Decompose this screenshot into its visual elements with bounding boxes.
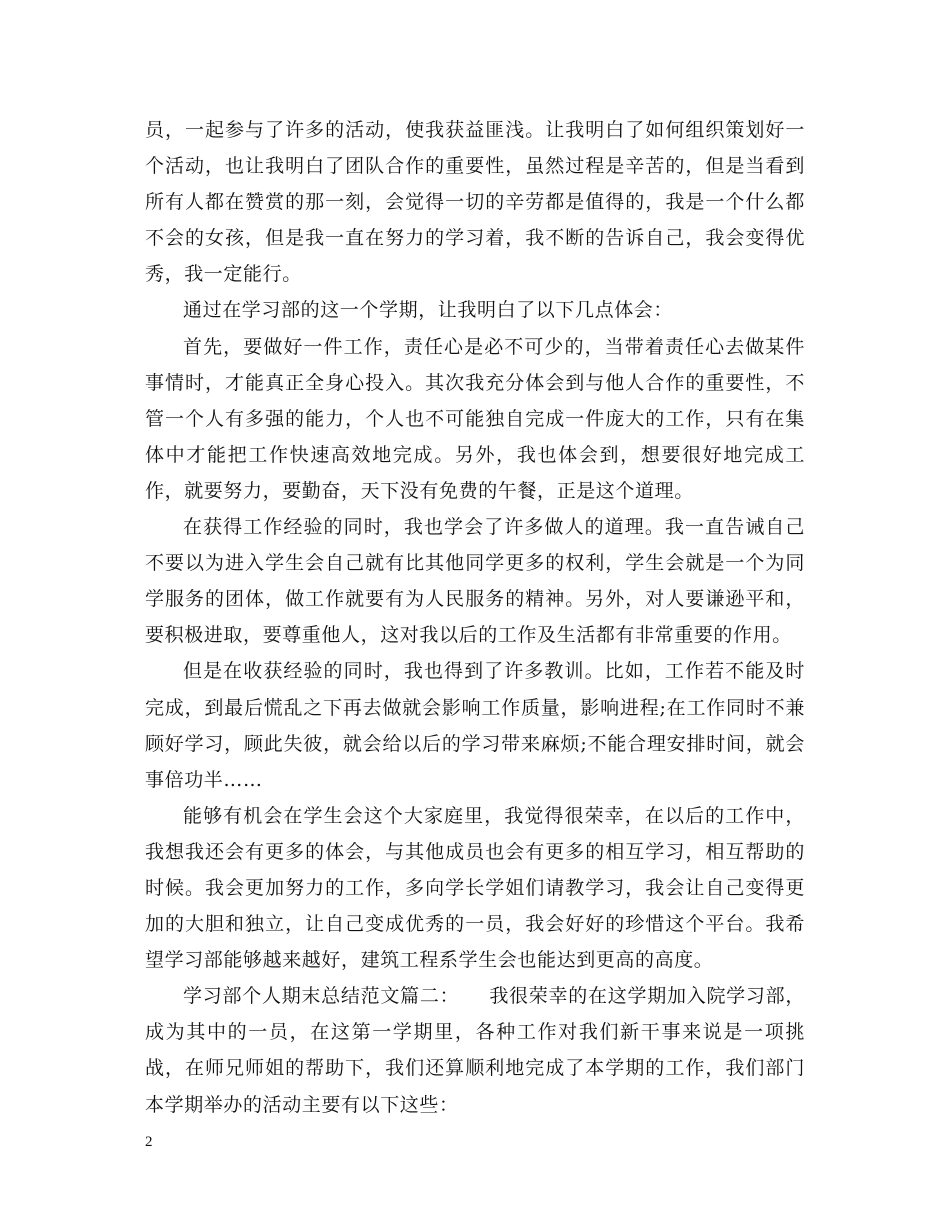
paragraph-3: 首先，要做好一件工作，责任心是必不可少的，当带着责任心去做某件事情时，才能真正全身心投入。其次我充分体会到与他人合作的重要性，不管一个人有多强的能力，个人也不可能独自完成一件庞大的工作，只有在集体中才能把工作快速高效地完成。另外，我也体会到，想要很好地完成工作，就要努力，要勤奋，天下没有免费的午餐，正是这个道理。: [145, 335, 805, 502]
paragraph-5: 但是在收获经验的同时，我也得到了许多教训。比如，工作若不能及时完成，到最后慌乱之下再去做就会影响工作质量，影响进程;在工作同时不兼顾好学习，顾此失彼，就会给以后的学习带来麻烦;不能合理安排时间，就会事倍功半……: [145, 660, 805, 791]
page-number: 2: [145, 1134, 153, 1150]
document-body: [145, 112, 805, 1123]
paragraph-1: 员，一起参与了许多的活动，使我获益匪浅。让我明白了如何组织策划好一个活动，也让我明白了团队合作的重要性，虽然过程是辛苦的，但是当看到所有人都在赞赏的那一刻，会觉得一切的辛劳都是值得的，我是一个什么都不会的女孩，但是我一直在努力的学习着，我不断的告诉自己，我会变得优秀，我一定能行。: [145, 119, 805, 286]
paragraph-2: 通过在学习部的这一个学期，让我明白了以下几点体会：: [183, 299, 674, 322]
paragraph-7: 学习部个人期末总结范文篇二： 我很荣幸的在这学期加入院学习部，成为其中的一员，在这第一学期里，各种工作对我们新干事来说是一项挑战，在师兄师姐的帮助下，我们还算顺利地完成了本学期的工作，我们部门本学期举办的活动主要有以下这些：: [145, 985, 805, 1116]
paragraph-6: 能够有机会在学生会这个大家庭里，我觉得很荣幸，在以后的工作中，我想我还会有更多的体会，与其他成员也会有更多的相互学习，相互帮助的时候。我会更加努力的工作，多向学长学姐们请教学习，我会让自己变得更加的大胆和独立，让自己变成优秀的一员，我会好好的珍惜这个平台。我希望学习部能够越来越好，建筑工程系学生会也能达到更高的高度。: [145, 804, 805, 972]
paragraph-4: 在获得工作经验的同时，我也学会了许多做人的道理。我一直告诫自己不要以为进入学生会自己就有比其他同学更多的权利，学生会就是一个为同学服务的团体，做工作就要有为人民服务的精神。另外，对人要谦逊平和，要积极进取，要尊重他人，这对我以后的工作及生活都有非常重要的作用。: [145, 516, 805, 647]
